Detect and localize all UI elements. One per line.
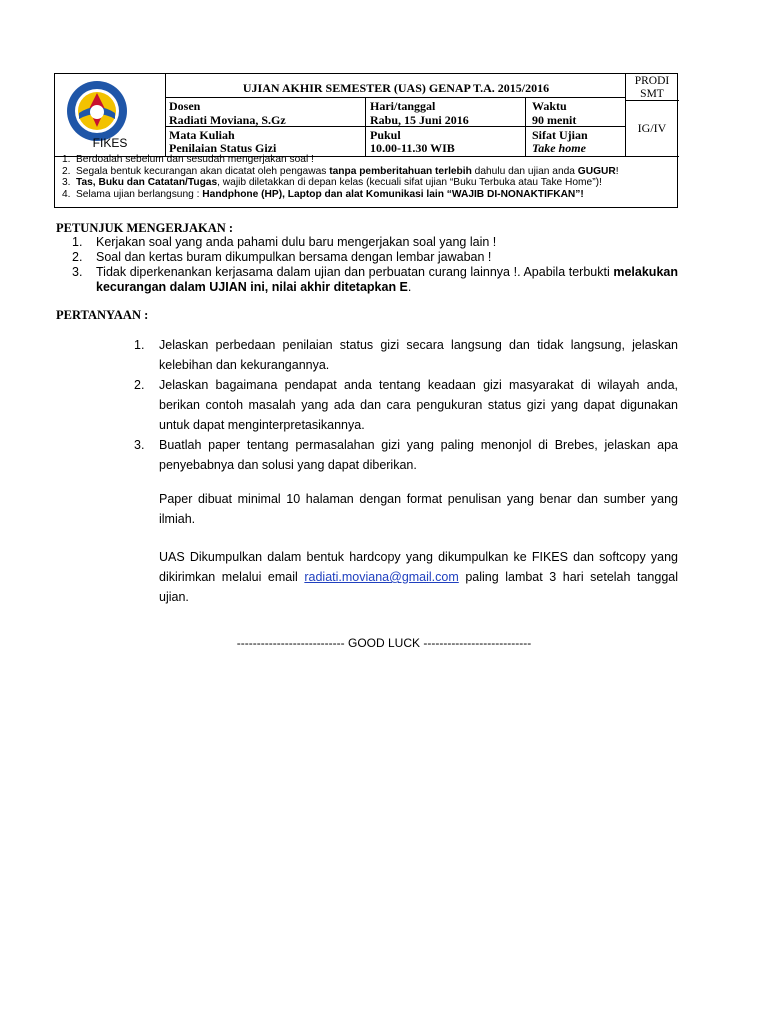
question-text: Buatlah paper tentang permasalahan gizi yang paling menonjol di Brebes, jelaskan apa penyebabnya dan solusi yang dapat diberikan.: [159, 438, 678, 472]
waktu-value: 90 menit: [532, 113, 577, 127]
rule-item: [62, 177, 672, 189]
faculty-name: FIKES: [92, 136, 128, 150]
item-text: Soal dan kertas buram dikumpulkan bersama dengan lembar jawaban !: [96, 250, 492, 264]
email-link[interactable]: radiati.moviana@gmail.com: [304, 570, 459, 584]
rule-text-bold: Handphone (HP), Laptop dan alat Komunikasi lain “WAJIB DI-NONAKTIFKAN”!: [202, 188, 584, 200]
hari-label: Hari/tanggal: [370, 99, 436, 113]
smt-label: SMT: [640, 88, 664, 100]
hari-value: Rabu, 15 Juni 2016: [370, 113, 469, 127]
rule-text: dahulu dan ujian anda: [471, 165, 578, 177]
rule-text: !: [615, 165, 619, 177]
item-text: .: [407, 280, 412, 294]
rule-number: 4.: [62, 188, 71, 200]
question-item: [134, 335, 678, 375]
paper-note: Paper dibuat minimal 10 halaman dengan format penulisan yang benar dan sumber yang ilmiah.: [159, 492, 678, 526]
rule-text-bold: Tas, Buku dan Catatan/Tugas: [76, 177, 218, 188]
rule-item: [62, 166, 672, 178]
rule-text: Selama ujian berlangsung :: [76, 188, 203, 200]
dosen-value: Radiati Moviana, S.Gz: [169, 113, 286, 127]
question-item: [134, 435, 678, 475]
question-number: 1.: [134, 338, 145, 352]
exam-rules-list: [62, 154, 672, 200]
petunjuk-heading: PETUNJUK MENGERJAKAN :: [56, 221, 234, 235]
list-item: [72, 250, 678, 265]
pertanyaan-heading: PERTANYAAN :: [56, 308, 149, 322]
exam-title: UJIAN AKHIR SEMESTER (UAS) GENAP T.A. 2015/2016: [242, 81, 550, 95]
rule-text-bold: GUGUR: [577, 165, 616, 177]
pukul-label: Pukul: [370, 128, 401, 142]
item-number: 1.: [72, 235, 83, 249]
submission-note: [159, 547, 678, 607]
prodi-smt-label: [625, 74, 679, 101]
matkul-value: Penilaian Status Gizi: [169, 141, 277, 155]
rule-text: Berdoalah sebelum dan sesudah mengerjakan soal !: [76, 154, 314, 165]
sifat-value: Take home: [532, 141, 586, 155]
question-number: 2.: [134, 378, 145, 392]
rule-item: [62, 154, 672, 166]
petunjuk-list: [72, 235, 678, 295]
list-item: [72, 235, 678, 250]
good-luck-closing: --------------------------- GOOD LUCK ---------------------------: [236, 636, 532, 650]
divider: [165, 74, 166, 156]
matkul-label: Mata Kuliah: [169, 128, 235, 142]
item-text-bold: melakukan kecurangan dalam UJIAN ini, nilai akhir ditetapkan E: [96, 265, 678, 294]
university-seal-icon: [65, 79, 129, 143]
rule-number: 3.: [62, 177, 71, 188]
item-text: Kerjakan soal yang anda pahami dulu baru mengerjakan soal yang lain !: [96, 235, 497, 249]
prodi-label: PRODI: [634, 75, 670, 87]
rule-number: 2.: [62, 165, 71, 177]
rule-text-bold: tanpa pemberitahuan terlebih: [329, 165, 472, 177]
rule-item: [62, 189, 672, 201]
question-list: [134, 335, 678, 475]
question-item: [134, 375, 678, 435]
pukul-value: 10.00-11.30 WIB: [370, 141, 455, 155]
item-number: 3.: [72, 265, 83, 279]
list-item: [72, 265, 678, 295]
sifat-label: Sifat Ujian: [532, 128, 588, 142]
rule-number: 1.: [62, 154, 71, 165]
submission-text: UAS Dikumpulkan dalam bentuk hardcopy yang dikumpulkan ke FIKES dan softcopy yang dikirimkan melalui email: [159, 550, 678, 584]
submission-text: paling lambat 3 hari setelah tanggal ujian.: [159, 570, 678, 604]
rule-text: Segala bentuk kecurangan akan dicatat oleh pengawas: [76, 165, 330, 177]
rule-text: , wajib diletakkan di depan kelas (kecuali sifat ujian “Buku Terbuka atau Take Home”)!: [217, 177, 602, 188]
divider: [165, 97, 625, 98]
waktu-label: Waktu: [532, 99, 567, 113]
dosen-label: Dosen: [169, 99, 201, 113]
question-number: 3.: [134, 438, 145, 452]
prodi-value: IG/IV: [637, 121, 667, 135]
question-text: Jelaskan bagaimana pendapat anda tentang keadaan gizi masyarakat di wilayah anda, berikan contoh masalah yang ada dan cara pengukuran status gizi yang dapat digunakan untuk dapat menginterpretasikannya.: [159, 378, 678, 432]
item-text: Tidak diperkenankan kerjasama dalam ujian dan perbuatan curang lainnya !. Apabila terbukti: [96, 265, 610, 279]
question-text: Jelaskan perbedaan penilaian status gizi secara langsung dan tidak langsung, jelaskan kelebihan dan kekurangannya.: [159, 338, 678, 372]
item-number: 2.: [72, 250, 83, 264]
